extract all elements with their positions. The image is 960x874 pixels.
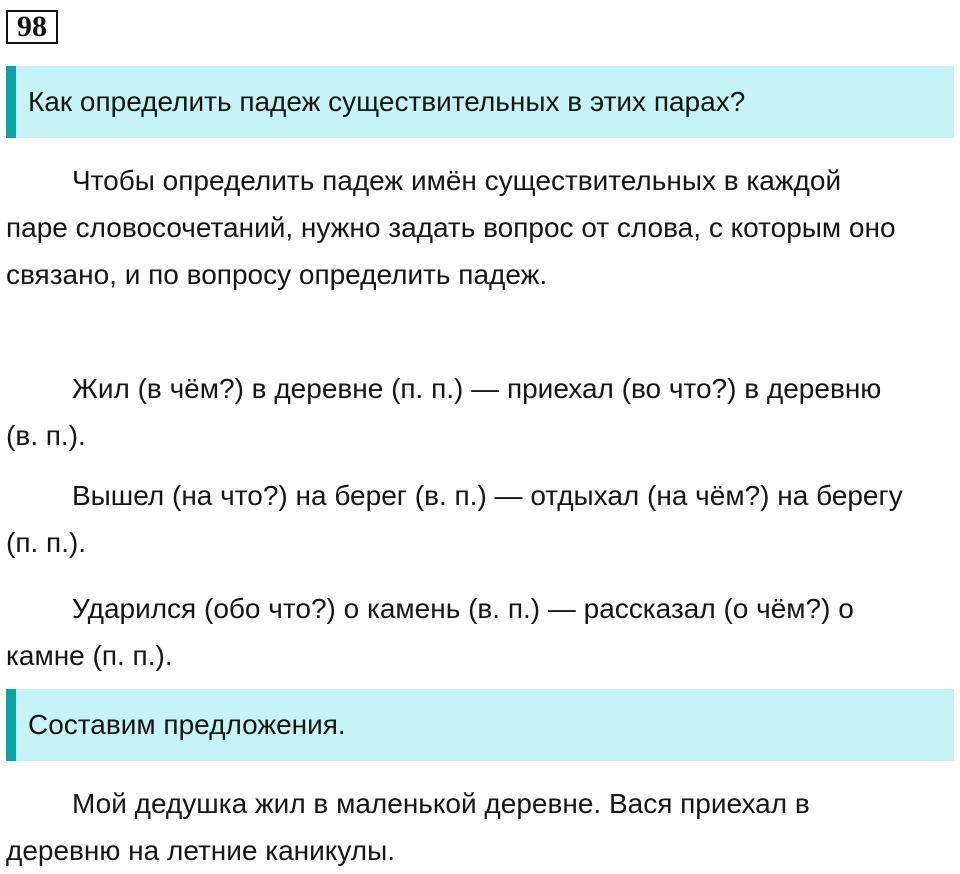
- example-pair-shore: Вышел (на что?) на берег (в. п.) — отдыхал (на чём?) на берегу (п. п.).: [6, 480, 903, 558]
- task-number-badge: 98: [6, 10, 58, 44]
- example-pair-village: Жил (в чём?) в деревне (п. п.) — приехал (во что?) в деревню (в. п.).: [6, 373, 882, 451]
- composed-sentences-paragraph: Мой дедушка жил в маленькой деревне. Вася приехал в деревню на летние каникулы.: [6, 788, 810, 866]
- section-heading-question: [6, 66, 954, 138]
- section-heading-sentences: [6, 689, 954, 761]
- explanation-paragraph: Чтобы определить падеж имён существительных в каждой паре словосочетаний, нужно задать вопрос от слова, с которым оно связано, и по вопросу определить падеж.: [6, 165, 896, 290]
- example-pair-stone: Ударился (обо что?) о камень (в. п.) — рассказал (о чём?) о камне (п. п.).: [6, 593, 854, 671]
- section-heading-text: Как определить падеж существительных в этих парах?: [28, 86, 746, 117]
- section-heading-text: Составим предложения.: [28, 709, 346, 740]
